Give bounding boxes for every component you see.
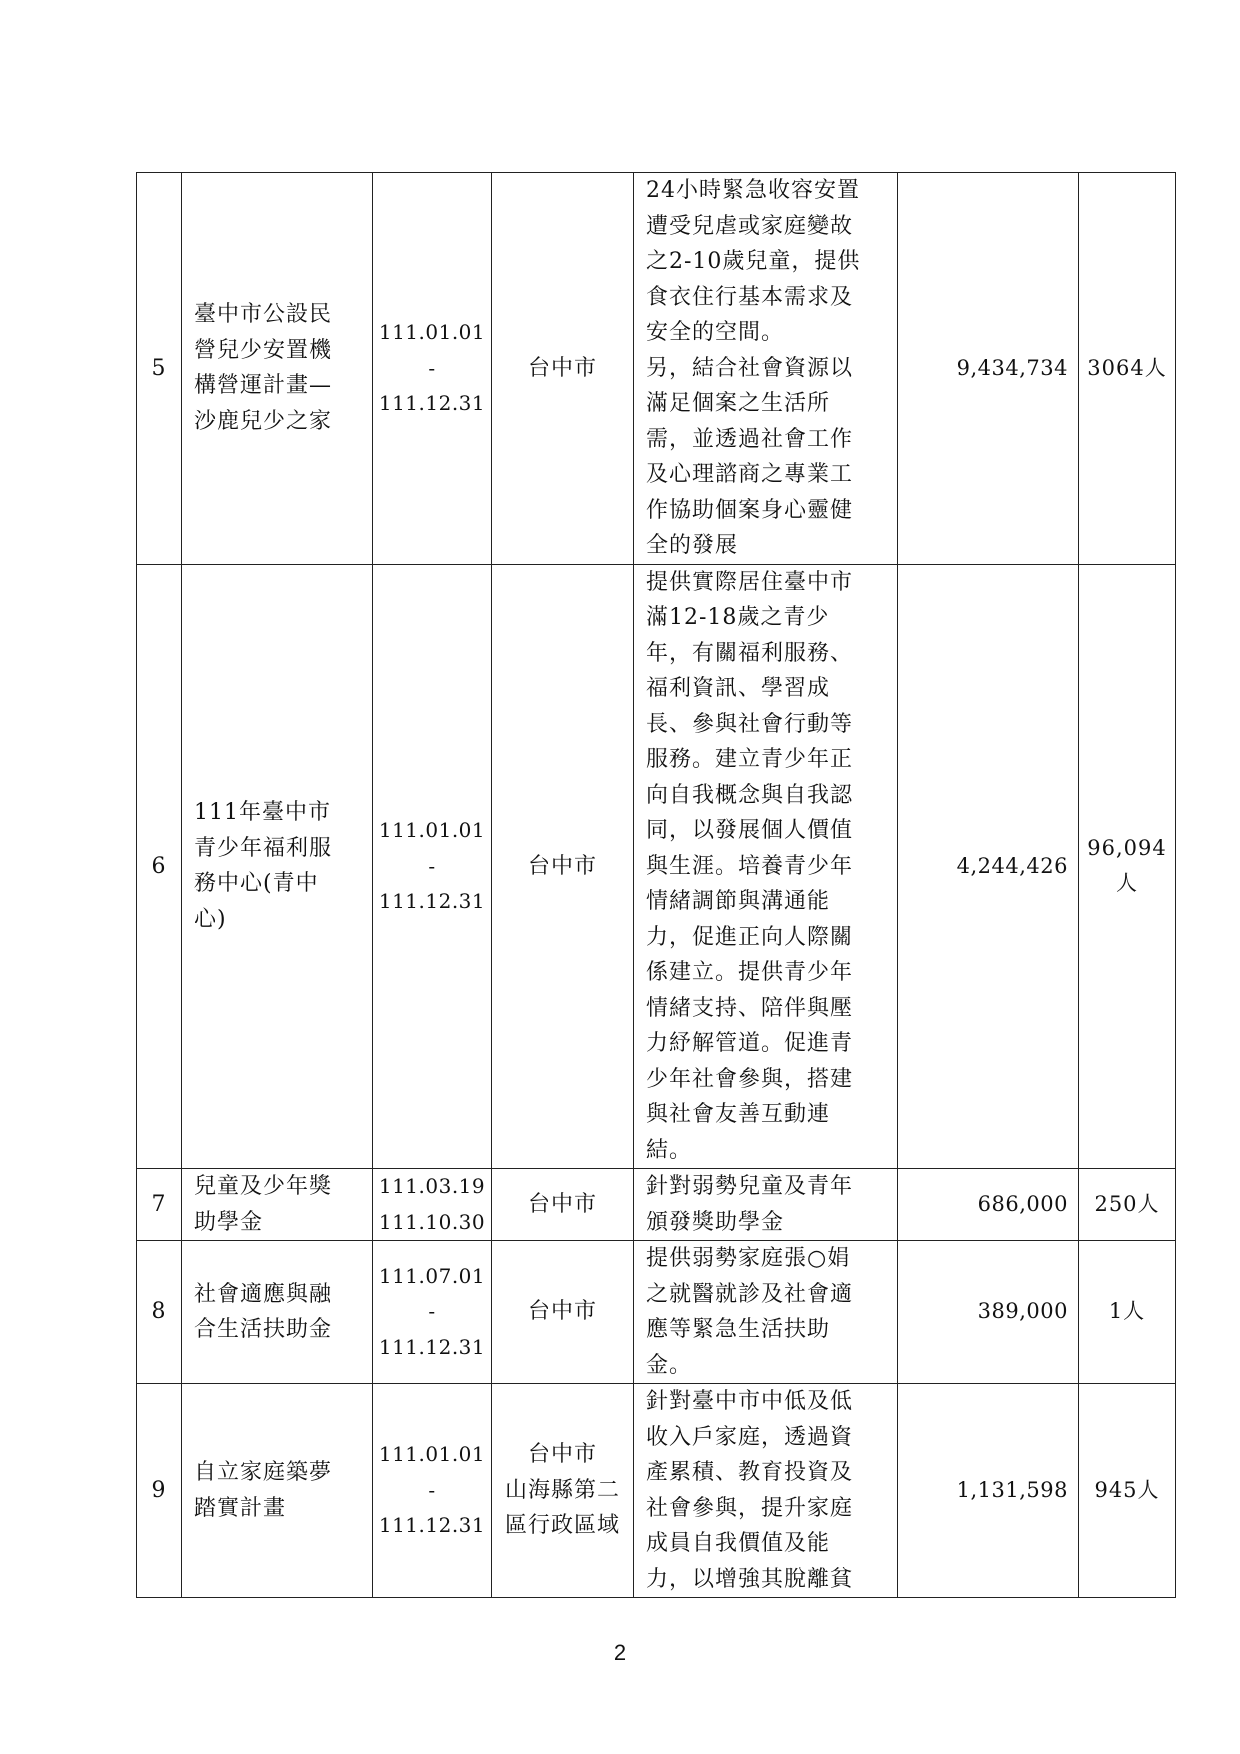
service-area	[492, 1384, 634, 1598]
row-number: 7	[137, 1169, 182, 1241]
service-area-line: 台中市	[527, 1191, 597, 1217]
program-name-line: 構營運計畫—	[194, 373, 333, 399]
program-description-line: 長、參與社會行動等	[646, 711, 854, 737]
program-period-line: 111.12.31	[378, 1513, 486, 1538]
program-name-line: 營兒少安置機	[194, 337, 333, 363]
program-name	[182, 1384, 373, 1598]
service-area-line: 台中市	[527, 1299, 597, 1325]
program-description-line: 全的發展	[646, 533, 739, 558]
program-description-line: 作協助個案身心靈健	[646, 497, 854, 523]
program-name-line: 心)	[194, 906, 227, 932]
program-name-line: 111年臺中市	[194, 800, 331, 826]
program-name-line: 臺中市公設民	[194, 302, 333, 328]
program-name-line: 沙鹿兒少之家	[194, 408, 333, 434]
program-description	[634, 1241, 898, 1384]
beneficiary-count-line: 3064人	[1087, 355, 1167, 380]
program-description-line: 針對臺中市中低及低	[646, 1389, 854, 1414]
program-period	[373, 1169, 492, 1241]
beneficiary-count	[1079, 1241, 1176, 1384]
program-description-line: 與生涯。培養青少年	[646, 853, 854, 879]
beneficiary-count-line: 250人	[1094, 1191, 1160, 1216]
program-description-line: 遭受兒虐或家庭變故	[646, 213, 854, 239]
program-period-line: 111.01.01	[378, 320, 486, 344]
program-period	[373, 173, 492, 565]
program-period-line: -	[428, 355, 436, 380]
program-description-line: 向自我概念與自我認	[646, 782, 854, 808]
program-period-line: 111.07.01	[378, 1263, 486, 1288]
program-description-line: 安全的空間。	[646, 320, 785, 345]
program-amount: 686,000	[898, 1169, 1079, 1241]
program-period	[373, 564, 492, 1169]
program-description-line: 力，以增強其脫離貧	[646, 1566, 854, 1592]
program-description-line: 年，有關福利服務、	[646, 640, 854, 666]
table-row	[137, 173, 1176, 565]
program-description-line: 應等緊急生活扶助	[646, 1317, 831, 1342]
program-period-line: 111.01.01	[378, 818, 486, 842]
program-period-line: 111.10.30	[378, 1209, 486, 1234]
program-description-line: 提供弱勢家庭張○娟	[646, 1246, 851, 1271]
program-description-line: 食衣住行基本需求及	[646, 284, 854, 310]
program-name	[182, 564, 373, 1169]
page-number: 2	[613, 1640, 627, 1665]
program-period-line: 111.12.31	[378, 1334, 486, 1359]
program-description-line: 針對弱勢兒童及青年	[646, 1174, 854, 1199]
program-amount: 389,000	[898, 1241, 1079, 1384]
program-name-line: 兒童及少年獎	[194, 1174, 333, 1199]
table-row	[137, 1241, 1176, 1384]
program-description	[634, 1169, 898, 1241]
service-area	[492, 564, 634, 1169]
program-table	[136, 172, 1176, 1598]
program-description-line: 福利資訊、學習成	[646, 676, 831, 701]
service-area-line: 台中市	[527, 1442, 597, 1468]
service-area	[492, 1169, 634, 1241]
program-name-line: 自立家庭築夢	[194, 1460, 333, 1485]
program-description-line: 社會參與，提升家庭	[646, 1495, 854, 1521]
program-description	[634, 564, 898, 1169]
service-area-line: 山海縣第二	[504, 1477, 620, 1503]
program-amount: 4,244,426	[898, 564, 1079, 1169]
program-name-line: 助學金	[194, 1209, 264, 1235]
program-period-line: -	[428, 1299, 436, 1324]
program-name	[182, 1241, 373, 1384]
program-description-line: 情緒支持、陪伴與壓	[646, 995, 854, 1021]
program-description-line: 需，並透過社會工作	[646, 426, 854, 452]
beneficiary-count	[1079, 173, 1176, 565]
program-description-line: 結。	[646, 1137, 693, 1163]
program-name-line: 合生活扶助金	[194, 1317, 333, 1342]
program-name-line: 青少年福利服	[194, 835, 333, 861]
row-number: 8	[137, 1241, 182, 1384]
program-description-line: 產累積、教育投資及	[646, 1460, 854, 1485]
program-description-line: 滿12-18歲之青少	[646, 605, 830, 630]
program-description-line: 係建立。提供青少年	[646, 960, 854, 985]
table-body	[137, 173, 1176, 1598]
service-area	[492, 1241, 634, 1384]
beneficiary-count	[1079, 1384, 1176, 1598]
program-period-line: 111.12.31	[378, 391, 486, 415]
row-number: 9	[137, 1384, 182, 1598]
program-description-line: 之2-10歲兒童，提供	[646, 249, 861, 274]
program-description-line: 提供實際居住臺中市	[646, 569, 854, 595]
program-period	[373, 1384, 492, 1598]
program-description-line: 服務。建立青少年正	[646, 747, 854, 772]
service-area-line: 台中市	[527, 355, 597, 381]
program-description-line: 滿足個案之生活所	[646, 391, 831, 416]
program-period-line: 111.12.31	[378, 889, 486, 913]
program-description	[634, 1384, 898, 1598]
beneficiary-count-line: 96,094	[1087, 835, 1167, 860]
row-number: 5	[137, 173, 182, 565]
program-name	[182, 1169, 373, 1241]
row-number: 6	[137, 564, 182, 1169]
program-name-line: 務中心(青中	[194, 871, 319, 897]
service-area	[492, 173, 634, 565]
program-description-line: 及心理諮商之專業工	[646, 462, 854, 487]
program-period-line: -	[428, 1477, 436, 1502]
beneficiary-count	[1079, 564, 1176, 1169]
table-row	[137, 1169, 1176, 1241]
program-description-line: 收入戶家庭，透過資	[646, 1424, 854, 1450]
service-area-line: 台中市	[527, 853, 597, 879]
program-name	[182, 173, 373, 565]
program-description-line: 少年社會參與，搭建	[646, 1066, 854, 1092]
beneficiary-count-line: 人	[1116, 871, 1138, 896]
table-row	[137, 1384, 1176, 1598]
program-description-line: 成員自我價值及能	[646, 1531, 831, 1556]
program-name-line: 社會適應與融	[194, 1281, 333, 1307]
program-name-line: 踏實計畫	[194, 1495, 287, 1521]
service-area-line: 區行政區域	[504, 1513, 620, 1539]
program-period	[373, 1241, 492, 1384]
program-description-line: 同，以發展個人價值	[646, 818, 854, 843]
program-description-line: 頒發獎助學金	[646, 1209, 785, 1235]
beneficiary-count	[1079, 1169, 1176, 1241]
program-description-line: 之就醫就診及社會適	[646, 1281, 854, 1307]
program-description-line: 情緒調節與溝通能	[646, 889, 831, 914]
beneficiary-count-line: 945人	[1094, 1477, 1160, 1502]
program-description-line: 金。	[646, 1352, 693, 1378]
table-row	[137, 564, 1176, 1169]
program-amount: 9,434,734	[898, 173, 1079, 565]
program-description-line: 24小時緊急收容安置	[646, 178, 860, 203]
program-amount: 1,131,598	[898, 1384, 1079, 1598]
program-description-line: 與社會友善互動連	[646, 1102, 831, 1127]
program-description-line: 另，結合社會資源以	[646, 355, 854, 381]
program-description-line: 力，促進正向人際關	[646, 924, 854, 950]
program-description-line: 力紓解管道。促進青	[646, 1031, 854, 1056]
program-description	[634, 173, 898, 565]
program-period-line: 111.03.19	[378, 1174, 486, 1198]
program-period-line: -	[428, 853, 436, 878]
program-period-line: 111.01.01	[378, 1442, 486, 1467]
beneficiary-count-line: 1人	[1108, 1299, 1146, 1324]
